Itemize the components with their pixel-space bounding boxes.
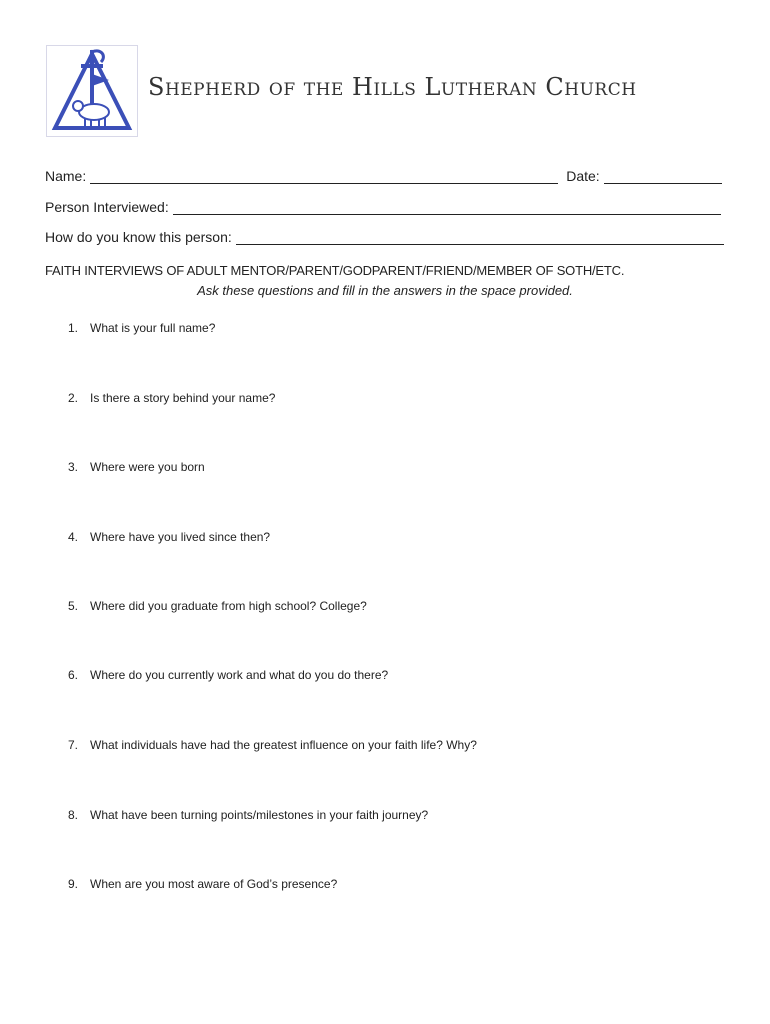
church-logo bbox=[46, 45, 138, 137]
question-number: 3. bbox=[68, 460, 79, 474]
question-item bbox=[68, 530, 270, 544]
interview-heading: FAITH INTERVIEWS OF ADULT MENTOR/PARENT/GODPARENT/FRIEND/MEMBER OF SOTH/ETC. bbox=[45, 263, 625, 278]
question-item bbox=[68, 599, 367, 613]
question-text: What individuals have had the greatest influence on your faith life? Why? bbox=[90, 738, 477, 752]
name-label: Name: bbox=[45, 168, 87, 184]
instruction-text: Ask these questions and fill in the answers in the space provided. bbox=[197, 283, 573, 298]
date-field[interactable] bbox=[604, 169, 722, 184]
church-title: Shepherd of the Hills Lutheran Church bbox=[148, 73, 637, 101]
know-person-field[interactable] bbox=[236, 230, 724, 245]
question-number: 5. bbox=[68, 599, 79, 613]
question-text: What is your full name? bbox=[90, 321, 216, 335]
know-row bbox=[45, 229, 724, 245]
person-interviewed-field[interactable] bbox=[173, 200, 721, 215]
question-number: 6. bbox=[68, 668, 79, 682]
question-item bbox=[68, 877, 337, 891]
person-interviewed-label: Person Interviewed: bbox=[45, 199, 169, 215]
person-row bbox=[45, 199, 721, 215]
question-number: 7. bbox=[68, 738, 79, 752]
question-item bbox=[68, 391, 275, 405]
know-person-label: How do you know this person: bbox=[45, 229, 232, 245]
question-item bbox=[68, 668, 388, 682]
question-number: 8. bbox=[68, 808, 79, 822]
question-number: 9. bbox=[68, 877, 79, 891]
question-number: 2. bbox=[68, 391, 79, 405]
question-text: Is there a story behind your name? bbox=[90, 391, 276, 405]
question-item bbox=[68, 460, 205, 474]
name-row bbox=[45, 168, 722, 184]
question-text: What have been turning points/milestones in your faith journey? bbox=[90, 808, 429, 822]
question-text: When are you most aware of God’s presence? bbox=[90, 877, 338, 891]
lamb-cross-icon bbox=[47, 46, 137, 136]
question-text: Where do you currently work and what do you do there? bbox=[90, 668, 389, 682]
question-text: Where did you graduate from high school? College? bbox=[90, 599, 367, 613]
question-text: Where have you lived since then? bbox=[90, 530, 271, 544]
question-number: 4. bbox=[68, 530, 79, 544]
question-item bbox=[68, 321, 215, 335]
question-text: Where were you born bbox=[90, 460, 205, 474]
name-field[interactable] bbox=[90, 169, 558, 184]
question-item bbox=[68, 738, 477, 752]
date-label: Date: bbox=[566, 168, 600, 184]
question-number: 1. bbox=[68, 321, 79, 335]
question-item bbox=[68, 808, 428, 822]
